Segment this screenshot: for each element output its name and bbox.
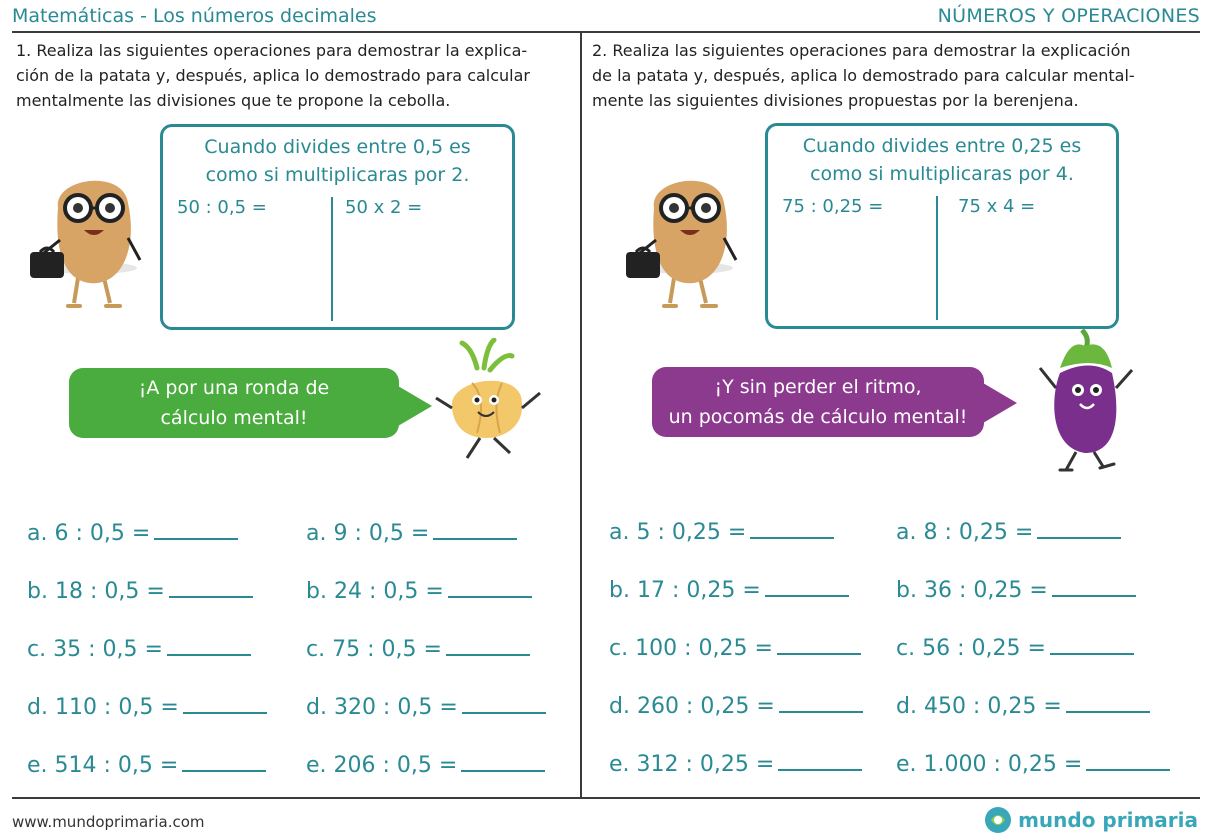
exercise-right-2b: b. 36 : 0,25 = bbox=[896, 577, 1136, 603]
mundo-primaria-logo-icon bbox=[984, 806, 1012, 834]
answer-blank[interactable] bbox=[154, 520, 238, 540]
exercise-right-2e: e. 1.000 : 0,25 = bbox=[896, 751, 1170, 777]
exercise-right-1c: c. 100 : 0,25 = bbox=[609, 635, 861, 661]
answer-blank[interactable] bbox=[1066, 693, 1150, 713]
section-title: NÚMEROS Y OPERACIONES bbox=[937, 5, 1200, 27]
right-instruction: 2. Realiza las siguientes operaciones para demostrar la explicación de la patata y, después, aplica lo demostrado para calcular mental- mente las siguientes divisiones propuestas por la berenjena. bbox=[592, 41, 1135, 110]
exercise-left-2b: b. 24 : 0,5 = bbox=[306, 578, 532, 604]
onion-character-icon bbox=[432, 338, 547, 463]
right-rule-box bbox=[765, 123, 1119, 329]
left-rule-box bbox=[160, 124, 515, 330]
answer-blank[interactable] bbox=[462, 694, 546, 714]
exercise-left-1a: a. 6 : 0,5 = bbox=[27, 520, 238, 546]
answer-blank[interactable] bbox=[1086, 751, 1170, 771]
answer-blank[interactable] bbox=[182, 752, 266, 772]
footer-url[interactable]: www.mundoprimaria.com bbox=[12, 813, 205, 831]
column-divider bbox=[580, 32, 582, 797]
exercise-left-1e: e. 514 : 0,5 = bbox=[27, 752, 266, 778]
answer-blank[interactable] bbox=[1037, 519, 1121, 539]
exercise-left-1c: c. 35 : 0,5 = bbox=[27, 636, 251, 662]
onion-bubble-tail bbox=[398, 386, 432, 426]
exercise-right-1e: e. 312 : 0,25 = bbox=[609, 751, 862, 777]
right-rule-line-2: como si multiplicaras por 4. bbox=[810, 163, 1074, 185]
onion-speech-bubble: ¡A por una ronda de cálculo mental! bbox=[69, 368, 399, 438]
right-op-division: 75 : 0,25 = bbox=[782, 196, 884, 217]
eggplant-character-icon bbox=[1030, 328, 1140, 476]
footer-divider bbox=[12, 797, 1200, 799]
right-box-divider bbox=[936, 196, 938, 320]
exercise-left-1b: b. 18 : 0,5 = bbox=[27, 578, 253, 604]
exercise-left-2e: e. 206 : 0,5 = bbox=[306, 752, 545, 778]
answer-blank[interactable] bbox=[461, 752, 545, 772]
left-rule-line-2: como si multiplicaras por 2. bbox=[205, 164, 470, 186]
answer-blank[interactable] bbox=[765, 577, 849, 597]
potato-teacher-icon bbox=[624, 168, 750, 310]
exercise-right-1b: b. 17 : 0,25 = bbox=[609, 577, 849, 603]
eggplant-bubble-tail bbox=[983, 383, 1017, 423]
answer-blank[interactable] bbox=[169, 578, 253, 598]
right-rule-line-1: Cuando divides entre 0,25 es bbox=[802, 135, 1082, 157]
exercise-right-1a: a. 5 : 0,25 = bbox=[609, 519, 834, 545]
answer-blank[interactable] bbox=[1052, 577, 1136, 597]
exercise-right-1d: d. 260 : 0,25 = bbox=[609, 693, 863, 719]
mundo-primaria-logo bbox=[984, 806, 1198, 834]
answer-blank[interactable] bbox=[778, 751, 862, 771]
exercise-right-2a: a. 8 : 0,25 = bbox=[896, 519, 1121, 545]
left-box-divider bbox=[331, 197, 333, 321]
answer-blank[interactable] bbox=[777, 635, 861, 655]
answer-blank[interactable] bbox=[750, 519, 834, 539]
answer-blank[interactable] bbox=[1050, 635, 1134, 655]
exercise-left-2d: d. 320 : 0,5 = bbox=[306, 694, 546, 720]
exercise-left-1d: d. 110 : 0,5 = bbox=[27, 694, 267, 720]
exercise-left-2a: a. 9 : 0,5 = bbox=[306, 520, 517, 546]
answer-blank[interactable] bbox=[448, 578, 532, 598]
exercise-left-2c: c. 75 : 0,5 = bbox=[306, 636, 530, 662]
answer-blank[interactable] bbox=[183, 694, 267, 714]
answer-blank[interactable] bbox=[779, 693, 863, 713]
exercise-right-2c: c. 56 : 0,25 = bbox=[896, 635, 1134, 661]
left-op-division: 50 : 0,5 = bbox=[177, 197, 267, 218]
potato-teacher-icon bbox=[28, 168, 154, 310]
right-op-multiplication: 75 x 4 = bbox=[958, 196, 1036, 217]
page-title: Matemáticas - Los números decimales bbox=[12, 5, 377, 27]
left-op-multiplication: 50 x 2 = bbox=[345, 197, 423, 218]
answer-blank[interactable] bbox=[167, 636, 251, 656]
left-rule-line-1: Cuando divides entre 0,5 es bbox=[204, 136, 471, 158]
logo-text: mundo primaria bbox=[1018, 808, 1198, 832]
header-divider bbox=[12, 31, 1200, 33]
left-instruction: 1. Realiza las siguientes operaciones para demostrar la explica- ción de la patata y, después, aplica lo demostrado para calcular mentalmente las divisiones que te propone la cebolla. bbox=[16, 41, 531, 110]
exercise-right-2d: d. 450 : 0,25 = bbox=[896, 693, 1150, 719]
answer-blank[interactable] bbox=[446, 636, 530, 656]
eggplant-speech-bubble: ¡Y sin perder el ritmo, un pocomás de cálculo mental! bbox=[652, 367, 984, 437]
answer-blank[interactable] bbox=[433, 520, 517, 540]
